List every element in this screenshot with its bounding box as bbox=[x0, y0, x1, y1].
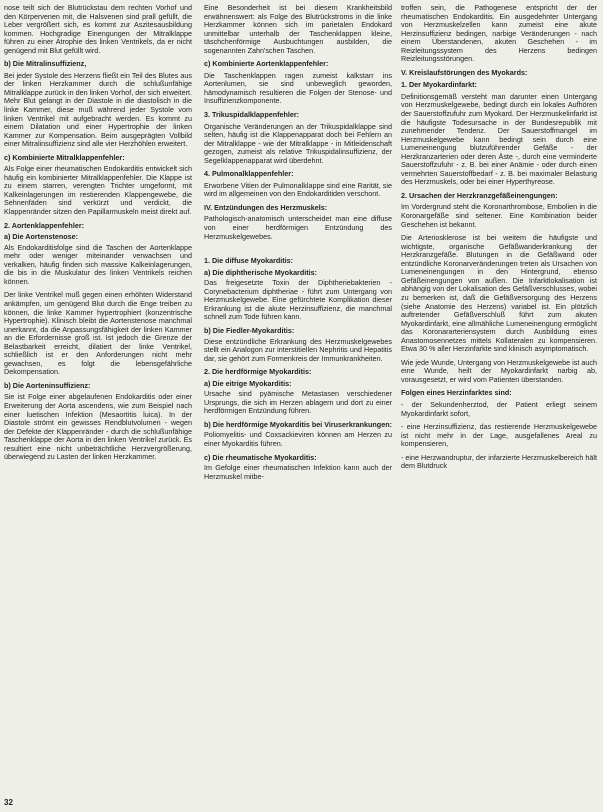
section-heading: c) Kombinierte Mitralklappenfehler: bbox=[4, 152, 125, 162]
page-number: 32 bbox=[4, 798, 13, 807]
paragraph: troffen sein, die Pathogenese entspricht der der rheumatischen Endokarditis. Ein ausgedehnter Untergang von Herzmuskelzellen kann zumeist eine akute Herzinsuffizienz bedingen, narbige Veränderungen - nach einem Überstandenen, akuten Geschehen - im Reizleitungssystem des Herzens bedingen Reizleitungsstörungen. bbox=[401, 4, 597, 64]
subsection-heading: a) Die diphtherische Myokarditis: bbox=[204, 267, 318, 277]
subsection-heading: c) Die rheumatische Myokarditis: bbox=[204, 452, 317, 462]
section-heading: 4. Pulmonalklappenfehler: bbox=[204, 169, 294, 179]
paragraph: Erworbene Vitien der Pulmonalklappe sind eine Rarität, sie wird im allgemeinen von den Endokarditiden verschont. bbox=[204, 180, 392, 199]
paragraph: - eine Herzwandruptur, der infarzierte Herzmuskelbereich hält dem Blutdruck bbox=[401, 452, 597, 471]
paragraph: Im Gefolge einer rheumatischen Infektion kann auch der Herzmuskel mitbe- bbox=[204, 463, 392, 481]
paragraph: nose teilt sich der Blutrückstau dem rechten Vorhof und den Körpervenen mit, die Halsvenen sind prall gefüllt, die Leber vergrößert sich, es kommt zur Aszitesausbildung kommen. Hochgradige Einengungen der Mitralklappe führen zu einer Atrophie des linken Ventrikels, da er nicht genügend mit Blut gefüllt wird. bbox=[4, 4, 192, 55]
section-heading: c) Kombinierte Aortenklappenfehler: bbox=[204, 59, 329, 69]
section-heading: 1. Die diffuse Myokarditis: bbox=[204, 256, 294, 266]
paragraph: Im Vordergrund steht die Koronarthrombose, Embolien in die Koronargefäße sind seltener. Eine Kombination beider Geschehen ist bekannt. bbox=[401, 202, 597, 229]
section-heading: V. Kreislaufstörungen des Myokards: bbox=[401, 67, 528, 77]
subsection-heading: b) Die herdförmige Myokarditis bei Viruserkrankungen: bbox=[204, 419, 392, 429]
paragraph: Die Arteriosklerose ist bei weitem die häufigste und wichtigste, organische Gefäßwanderkrankung der Herzkranzgefäße. Blutungen in die Gefäßwand oder entzündliche Koronarveränderungen treten als Ursachen von Lumeneinengungen in den Hintergrund, ebenso Gefäßeinengungen von außen. Die Infarktlokalisation ist abhängig von der Lokalisation des Gefäßverschlusses, wobei zu bemerken ist, daß die Gefäßversorgung des Herzens (siehe Anatomie des Herzens) variabel ist. Ein plötzlich auftretender Gefäßverschluß führt zum akuten Myokardinfarkt, eine allmähliche Lumeneinengung ermöglicht das Koronararteriensystem durch Ausbildung eines Anastomosennetzes mittels Kollateralen zu kompensieren. Etwa 30 % aller Herzinfarkte sind klinisch asymptomatisch. bbox=[401, 233, 597, 354]
text-column-middle bbox=[204, 4, 392, 804]
paragraph: Als Endokarditisfolge sind die Taschen der Aortenklappe mehr oder weniger miteinander verwachsen und verkalken, häufig finden sich massive Kalkeinlagerungen, die bis in die Muskulatur des linken Ventrikels reichen können. bbox=[4, 242, 192, 286]
paragraph: Definitionsgemäß versteht man darunter einen Untergang von Herzmuskelgewebe, bedingt durch ein lokales Aufhören der Sauerstoffzufuhr zum Myokard. Der Herzmuskelinfarkt ist die häufigste Todesursache in der Bundesrepublik mit zunehmender Tendenz. Der Sauerstoffmangel im Herzmuskelgewebe kann bedingt sein durch eine Lumeneinengung blutzuführender Gefäße - der Herzkranzarterien oder deren Äste -, durch eine verminderte Sauerstoffzufuhr - z. B. bei einer Anämie - oder durch einen vermehrten Sauerstoffbedarf - z. B. bei maximaler Belastung des Herzmuskels, oder bei einer Hyperthyreose. bbox=[401, 91, 597, 187]
section-heading: b) Die Mitralinsuffizienz, bbox=[4, 59, 87, 69]
section-heading: 2. Aortenklappenfehler: bbox=[4, 220, 85, 230]
paragraph: Der linke Ventrikel muß gegen einen erhöhten Widerstand ankämpfen, um genügend Blut durch die Enge treiben zu können, die linke Kammer hypertrophiert (konzentrische Hypertrophie). Klinisch bleibt die Aortenstenose manchmal unerkannt, da die Anpassungsfähigkeit der linken Kammer an die Erfordernisse groß ist. Ist jedoch die Grenze der Belastbarkeit erreicht, dilatiert der linke Ventrikel, schließlich ist er den Anforderungen nicht mehr gewachsen, es folgt die lebensgefährliche Dekompensation. bbox=[4, 290, 192, 377]
paragraph: Wie jede Wunde, Untergang von Herzmuskelgewebe ist auch eine Wunde, heilt der Myokardinfarkt narbig ab, vorausgesetzt, er wird vom Patienten überstanden. bbox=[401, 357, 597, 384]
paragraph: Ursache sind pyämische Metastasen verschiedener Ursprungs, die sich im Herzen ablagern und dort zu einer herdförmigen Entzündung führen. bbox=[204, 389, 392, 416]
section-heading: 2. Die herdförmige Myokarditis: bbox=[204, 367, 312, 377]
section-heading: IV. Entzündungen des Herzmuskels: bbox=[204, 202, 328, 212]
subsection-heading: b) Die Fiedler-Myokarditis: bbox=[204, 325, 295, 335]
paragraph: Pathologisch-anatomisch unterscheidet man eine diffuse von einer herdförmigen Entzündung des Herzmuskelgewebes. bbox=[204, 214, 392, 241]
section-heading: 1. Der Myokardinfarkt: bbox=[401, 80, 477, 90]
paragraph: - der Sekundenherztod, der Patient erliegt seinem Myokardinfarkt sofort, bbox=[401, 399, 597, 418]
subsection-heading: a) Die Aortenstenose: bbox=[4, 232, 79, 242]
paragraph: - eine Herzinsuffizienz, das restierende Herzmuskelgewebe ist nicht mehr in der Lage, ausgefallenes Areal zu kompensieren, bbox=[401, 422, 597, 449]
paragraph: Das freigesetzte Toxin der Diphtheriebakterien - Corynebacterium diphtheriae - führt zum Untergang von Herzmuskelgewebe. Eine gefürchtete Komplikation dieser Erkrankung ist die akute Herzinsuffizienz, die manchmal schnell zum Tode führen kann. bbox=[204, 278, 392, 322]
section-heading: b) Die Aorteninsuffizienz: bbox=[4, 380, 91, 390]
paragraph: Die Taschenklappen ragen zumeist kalkstarr ins Aortenlumen, sie sind unbeweglich geworden, hämodynamisch resultieren die Folgen der Stenose- und Insuffizienzkomponente. bbox=[204, 70, 392, 106]
paragraph: Eine Besonderheit ist bei diesem Krankheitsbild erwähnenswert: als Folge des Blutrückstroms in die linke Herzkammer können sich im parietalen Endokard unmittelbar unterhalb der Taschenklappen kleine, täschchenförmige Ausbuchtungen ausbilden, die sogenannten Zahn'schen Taschen. bbox=[204, 4, 392, 55]
paragraph: Als Folge einer rheumatischen Endokarditis entwickelt sich häufig ein kombinierter Mitralklappenfehler. Die Klappe ist zu einem starren, verengten Trichter umgeformt, mit Kalkeinlagerungen im restierenden Klappengewebe, die Sehnenfäden sind verkürzt und verdickt, die Klappenränder sitzen den Papillarmuskeln meist direkt auf. bbox=[4, 164, 192, 217]
paragraph: Bei jeder Systole des Herzens fließt ein Teil des Blutes aus der linken Herzkammer durch die schlußunfähige Mitralklappe zurück in den linken Vorhof, der sich erweitert. Mehr Blut gelangt in der Diastole in die diastolisch in die linke Kammer, diese muß während jeder Systole vom linken Ventrikel mit aufgebracht werden. Es kommt zu einem Dilatation und einer Hypertrophie der linken Kammer zur Kompensation. Beim ausgeprägten Vollbild einer Mitralinsuffizienz sind alle vier Herzhöhlen erweitert. bbox=[4, 70, 192, 149]
section-heading: 2. Ursachen der Herzkranzgefäßeinengungen: bbox=[401, 190, 558, 200]
text-column-left bbox=[4, 4, 192, 792]
paragraph: Sie ist Folge einer abgelaufenen Endokarditis oder einer Erweiterung der Aorta ascendens, wie zum Beispiel nach einer luetischen Infektion (Mesaortitis luica). In der Diastole strömt ein gewisses Rendblutvolumen - wegen der Defekte der Klappenränder - durch die schlußunfähige Taschenklappe der Aorta in den linken Ventrikel zurück. Es resultiert eine nicht unbeträchtliche Herzvergrößerung, überwiegend zu Lasten der linken Herzkammer. bbox=[4, 392, 192, 462]
paragraph: Diese entzündliche Erkrankung des Herzmuskelgewebes stellt ein Analogon zur interstitiellen Nephritis und Hepatitis dar, sie gehört zum Formenkreis der Immunkrankheiten. bbox=[204, 336, 392, 363]
spacer bbox=[204, 246, 392, 253]
section-heading: 3. Trikuspidalklappenfehler: bbox=[204, 110, 300, 120]
paragraph: Organische Veränderungen an der Trikuspidalklappe sind selten, häufig ist die Klappenapparat doch bei Fehlern an der Mitralklappe - wie der Mitralklappe - in Mitleidenschaft gezogen, zumeist als relative Trikuspidalinsuffizienz, der Segelklappenapparat wird überdehnt. bbox=[204, 121, 392, 165]
text-column-right bbox=[401, 4, 597, 804]
section-heading: Folgen eines Herzinfarktes sind: bbox=[401, 388, 512, 398]
paragraph: Poliomyelitis- und Coxsackieviren können am Herzen zu einer Myokarditis führen. bbox=[204, 430, 392, 448]
subsection-heading: a) Die eitrige Myokarditis: bbox=[204, 378, 292, 388]
